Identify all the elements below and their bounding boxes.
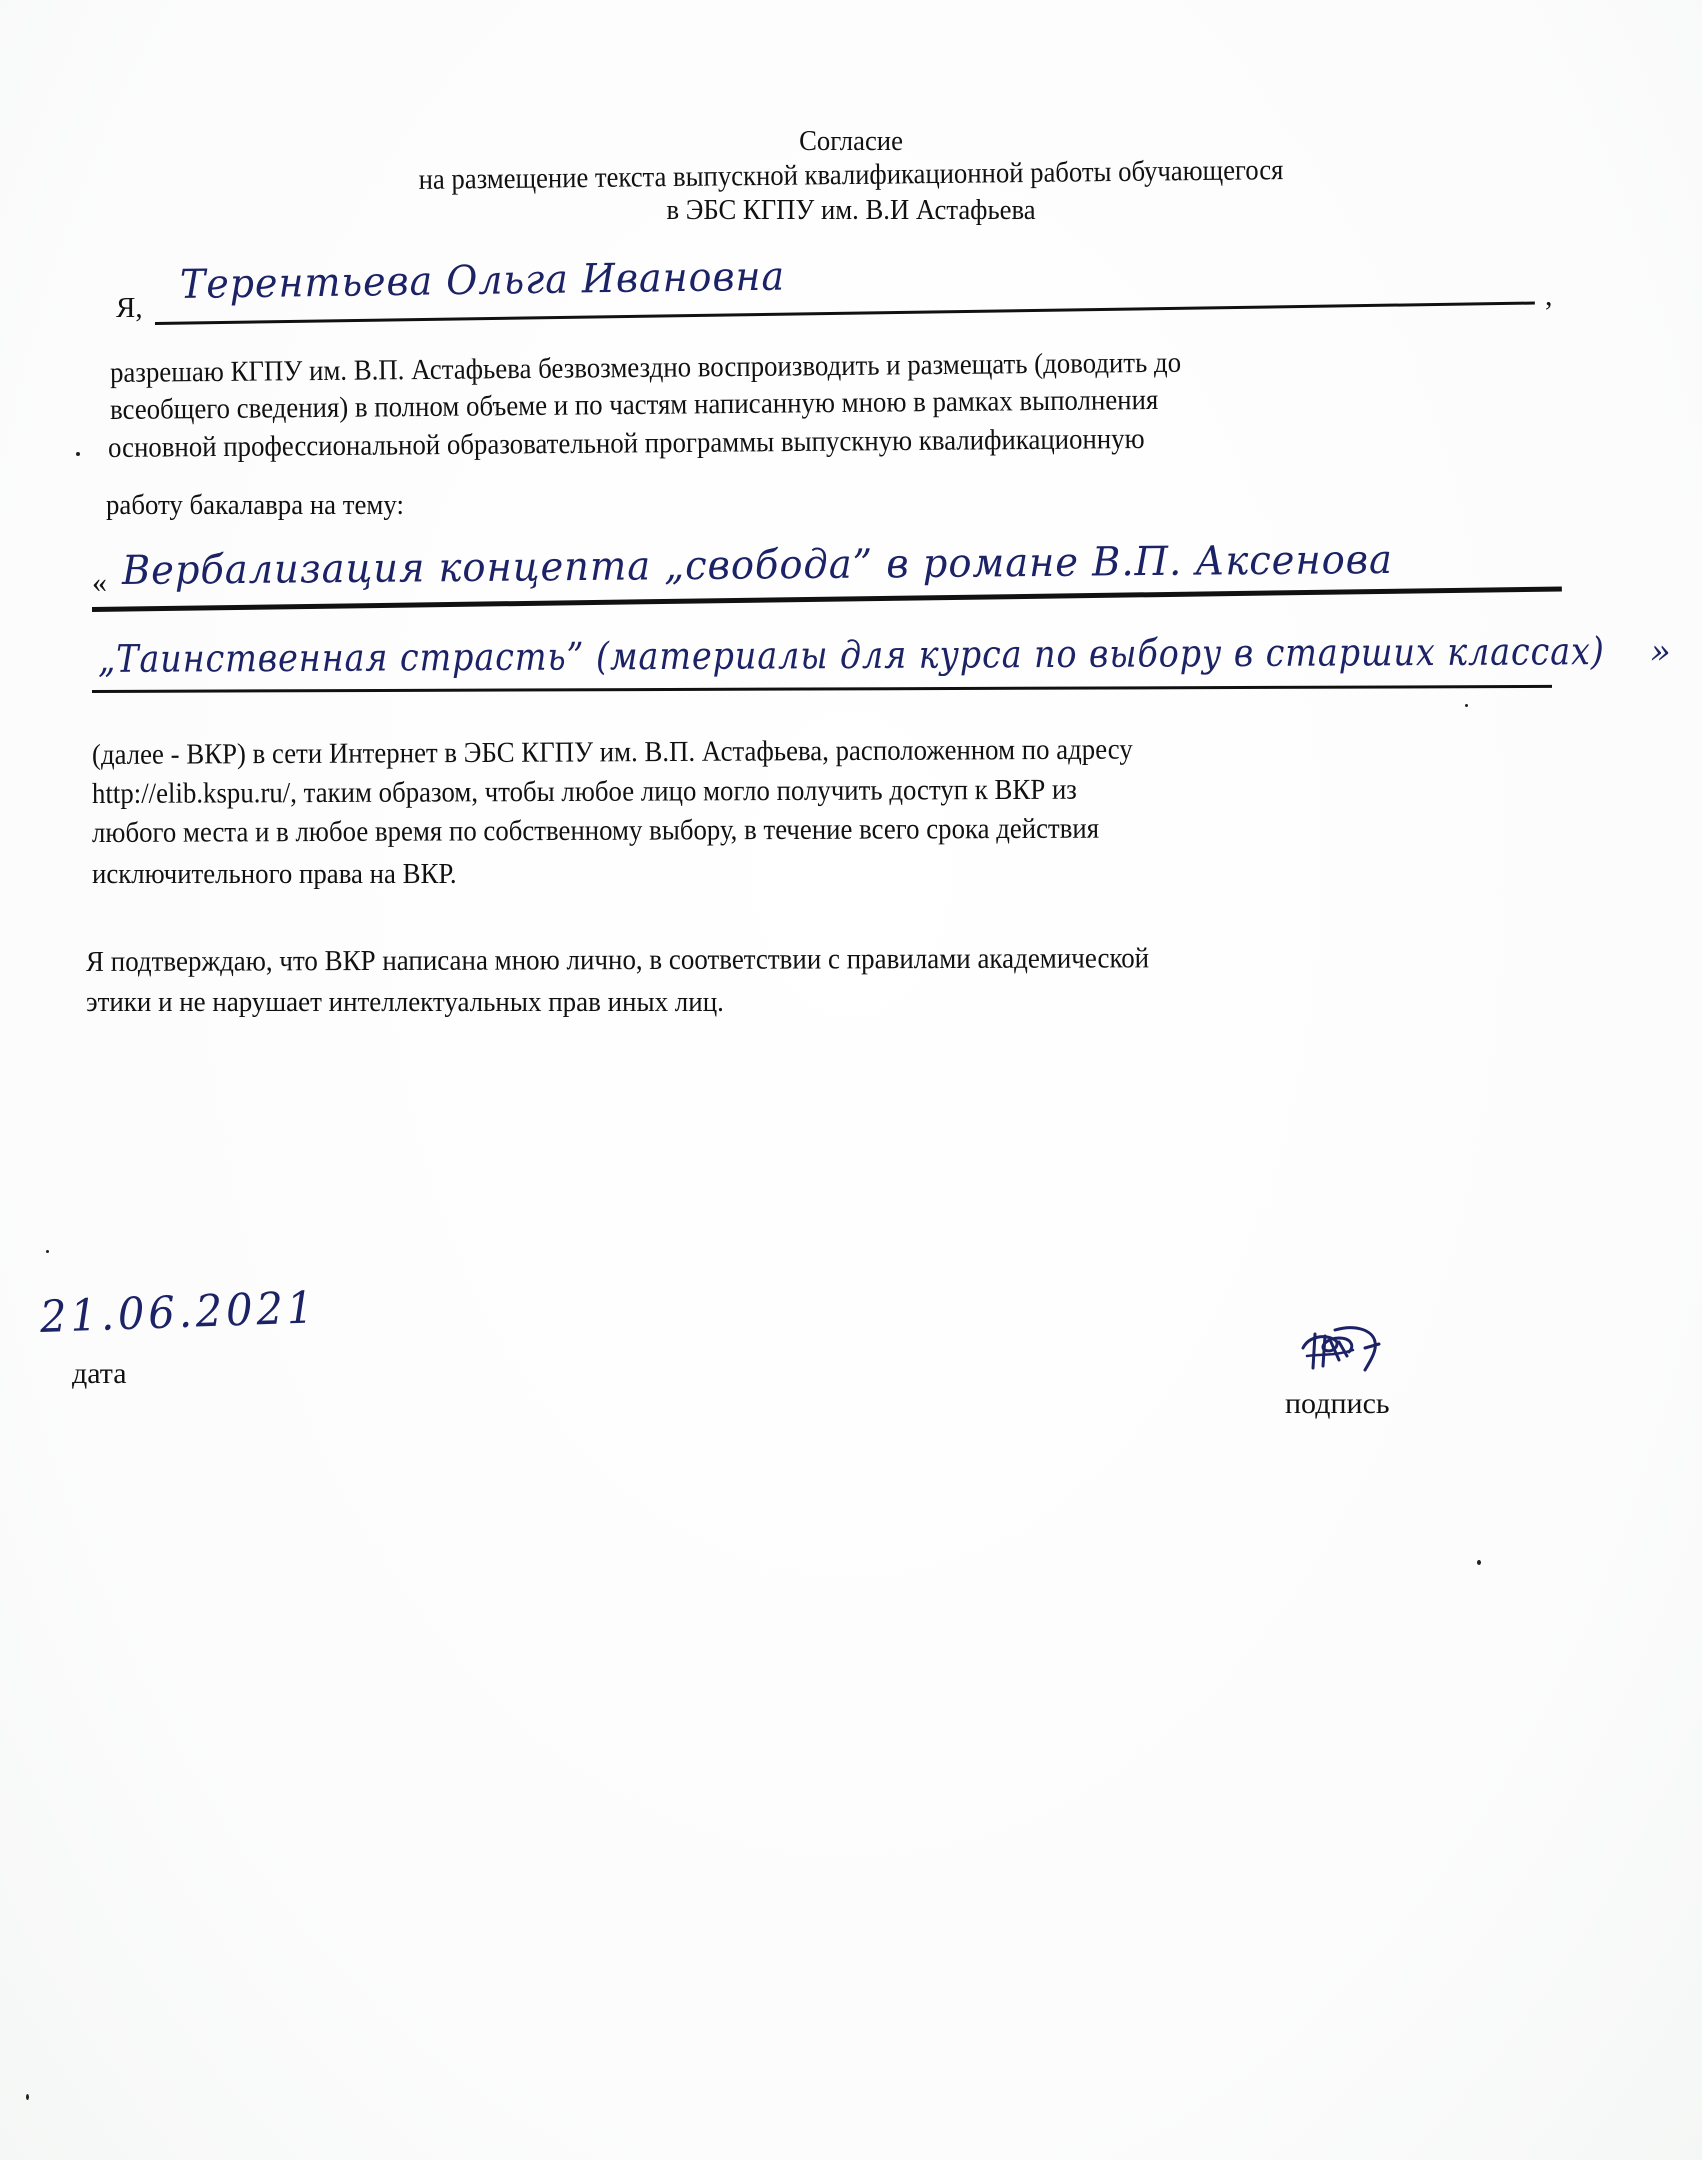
title-line-3: в ЭБС КГПУ им. В.И Астафьева (666, 194, 1036, 226)
permission-line: разрешаю КГПУ им. В.П. Астафьева безвозмездно воспроизводить и размещать (доводить до (109, 346, 1182, 389)
scan-speck (1477, 1560, 1481, 1565)
topic-open-quote: « (92, 566, 107, 599)
title-line-2: на размещение текста выпускной квалификационной работы обучающегося (418, 154, 1284, 196)
confirmation-line: этики и не нарушает интеллектуальных прав иных лиц. (86, 986, 724, 1018)
handwritten-topic-line-1: Вербализация концепта „свобода” в романе В.П. Аксенова (121, 536, 1394, 594)
publication-line: (далее - ВКР) в сети Интернет в ЭБС КГПУ им. В.П. Астафьева, расположенном по адресу (91, 733, 1133, 771)
confirmation-line: Я подтверждаю, что ВКР написана мною лично, в соответствии с правилами академической (85, 942, 1150, 978)
date-label: дата (72, 1357, 127, 1390)
signature-label: подпись (1285, 1387, 1390, 1420)
publication-line: исключительного права на ВКР. (92, 858, 457, 890)
topic-close-quote: » (1650, 632, 1672, 672)
permission-line: работу бакалавра на тему: (106, 489, 404, 521)
handwritten-full-name: Терентьева Ольга Ивановна (179, 253, 786, 308)
scan-speck (1465, 704, 1468, 707)
scan-speck (46, 1250, 49, 1253)
topic-underline-2 (92, 685, 1552, 693)
signature-mark-icon (1295, 1320, 1385, 1390)
permission-line: всеобщего сведения) в полном объеме и по частям написанную мною в рамках выполнения (109, 383, 1159, 426)
scan-speck (76, 452, 80, 456)
permission-line: основной профессиональной образовательной программы выпускную квалификационную (107, 422, 1145, 464)
handwritten-date: 21.06.2021 (39, 1282, 319, 1343)
title-line-1: Согласие (799, 125, 903, 157)
name-suffix: , (1545, 279, 1553, 312)
publication-line: http://elib.kspu.ru/, таким образом, чтобы любое лицо могло получить доступ к ВКР из (91, 773, 1077, 810)
name-prefix: Я, (116, 292, 143, 324)
scan-speck (26, 2094, 29, 2100)
handwritten-topic-line-2: „Таинственная страсть” (материалы для курса по выбору в старших классах) (97, 629, 1605, 681)
publication-line: любого места и в любое время по собственному выбору, в течение всего срока действия (91, 812, 1100, 849)
